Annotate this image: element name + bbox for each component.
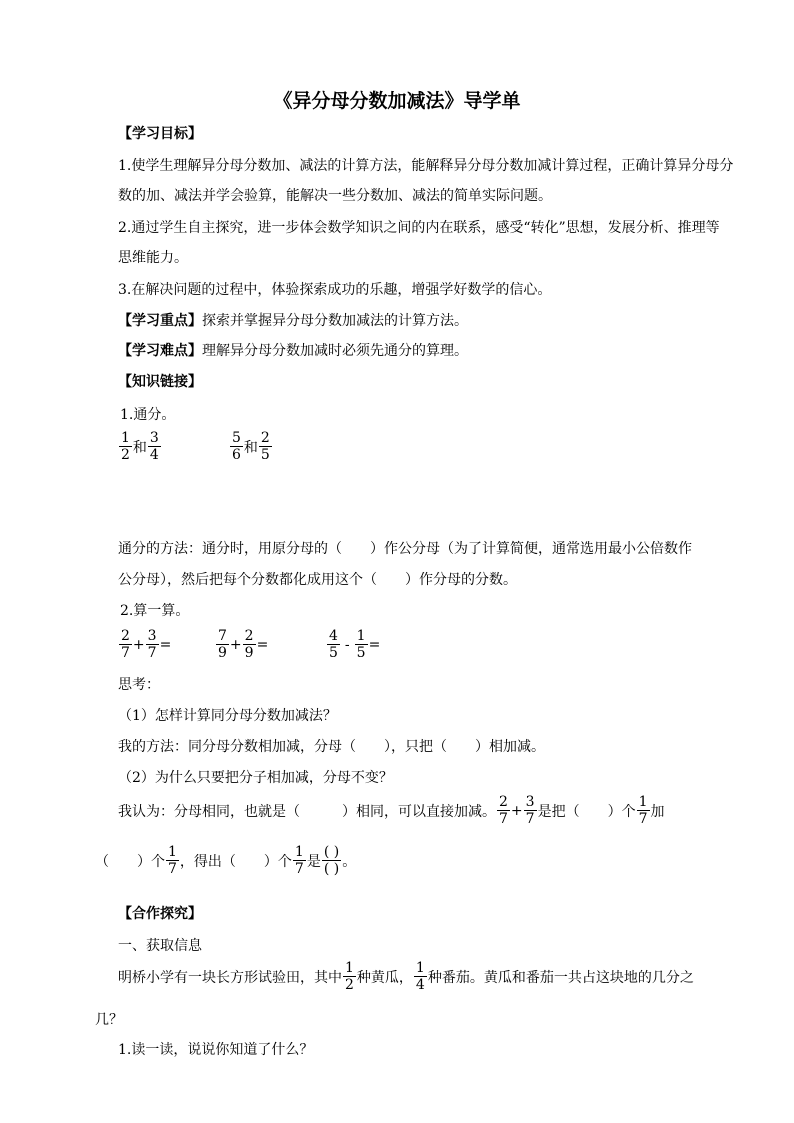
difficulty-text: 理解异分母分数加减时必须先通分的算理。	[202, 343, 468, 359]
calc-2: $\frac{7}{9}$ + $\frac{2}{9}$ =	[218, 628, 269, 661]
period: 。	[342, 853, 357, 870]
fraction: $\frac{1}{7}$	[168, 844, 177, 877]
key-point-text: 探索并掌握异分母分数加减法的计算方法。	[202, 313, 468, 329]
objective-2-line-2: 思维能力。	[118, 250, 188, 266]
section-cooperation: 【合作探究】	[118, 906, 202, 922]
fraction-pair-2	[229, 430, 273, 463]
question-2-label: 2.算一算。	[120, 603, 190, 619]
objective-1-line-1: 1.使学生理解异分母分数加、减法的计算方法，能解释异分母分数加减计算过程，正确计算异分母分	[118, 158, 734, 174]
my-method: 我的方法：同分母分数相加减，分母（ ），只把（ ）相加减。	[118, 739, 545, 755]
problem-text-a1: 明桥小学有一块长方形试验田，其中	[118, 969, 342, 986]
reason-line-1: 我认为：分母相同，也就是（ ）相同，可以直接加减。 $\frac{2}{7}$ + $\frac{3}{7}$ 是把（ ）个 $\frac{1}{7}$ 加	[118, 794, 665, 827]
reason-text-a3: 加	[650, 803, 665, 820]
question-1-label: 1.通分。	[120, 407, 176, 423]
fraction: $\frac{1}{5}$	[356, 628, 366, 661]
fraction: $\frac{2}{9}$	[244, 628, 254, 661]
method-line-2: 公分母），然后把每个分数都化成用这个（ ）作分母的分数。	[118, 572, 517, 588]
page-title: 《异分母分数加减法》导学单	[273, 90, 521, 112]
section-objectives: 【学习目标】	[118, 126, 202, 142]
key-point-label: 【学习重点】	[118, 313, 202, 329]
answer-blank-fraction: $\frac{( )}{( )}$	[323, 844, 340, 877]
fraction: $\frac{7}{9}$	[218, 628, 227, 661]
reason-text-b1: （ ）个	[95, 853, 165, 870]
fraction: $\frac{2}{7}$	[121, 628, 130, 661]
and-text: 和	[132, 439, 147, 456]
objective-3: 3.在解决问题的过程中，体验探索成功的乐趣，增强学好数学的信心。	[118, 282, 552, 298]
problem-line-2: 几？	[95, 1012, 123, 1028]
problem-text-a2: 种黄瓜，	[356, 969, 413, 986]
fraction-pair-1	[118, 430, 162, 463]
fraction: $\frac{5}{6}$	[232, 430, 241, 463]
fraction: $\frac{4}{5}$	[329, 628, 338, 661]
reason-text-b3: 是	[306, 853, 321, 870]
reason-text-a2: 是把（ ）个	[537, 803, 636, 820]
think-question-1: （1）怎样计算同分母分数加减法？	[118, 708, 337, 724]
calc-1: $\frac{2}{7}$ + $\frac{3}{7}$ =	[121, 628, 172, 661]
think-question-2: （2）为什么只要把分子相加减，分母不变？	[118, 770, 393, 786]
difficulty	[118, 341, 468, 361]
difficulty-label: 【学习难点】	[118, 343, 202, 359]
fraction: $\frac{1}{2}$	[345, 960, 354, 993]
reason-text-b2: ，得出（ ）个	[179, 853, 292, 870]
reason-line-2	[95, 844, 356, 877]
section-knowledge-link: 【知识链接】	[118, 374, 202, 390]
fraction: $\frac{1}{7}$	[294, 844, 304, 877]
problem-text-a3: 种番茄。黄瓜和番茄一共占这块地的几分之	[427, 969, 694, 986]
objective-1-line-2: 数的加、减法并学会验算，能解决一些分数加、减法的简单实际问题。	[118, 188, 552, 204]
objective-2-line-1: 2.通过学生自主探究，进一步体会数学知识之间的内在联系，感受“转化”思想，发展分析、推理等	[118, 220, 720, 236]
fraction: $\frac{1}{7}$	[638, 794, 648, 827]
and-text: 和	[243, 439, 258, 456]
fraction: $\frac{1}{4}$	[415, 960, 425, 993]
method-line-1: 通分的方法：通分时，用原分母的（ ）作公分母（为了计算简便，通常选用最小公倍数作	[118, 541, 692, 557]
key-point	[118, 311, 468, 331]
think-label: 思考：	[118, 677, 160, 693]
problem-line-1	[118, 960, 694, 993]
part-1-label: 一、获取信息	[118, 938, 202, 954]
read-prompt: 1.读一读，说说你知道了什么？	[118, 1042, 314, 1058]
fraction: $\frac{3}{4}$	[149, 430, 159, 463]
fraction: $\frac{2}{5}$	[260, 430, 270, 463]
fraction: $\frac{3}{7}$	[147, 628, 157, 661]
reason-text-a1: 我认为：分母相同，也就是（ ）相同，可以直接加减。	[118, 803, 496, 820]
calc-3: $\frac{4}{5}$ - $\frac{1}{5}$ =	[329, 628, 381, 661]
fraction: $\frac{3}{7}$	[525, 794, 535, 827]
fraction: $\frac{1}{2}$	[121, 430, 130, 463]
fraction: $\frac{2}{7}$	[499, 794, 508, 827]
